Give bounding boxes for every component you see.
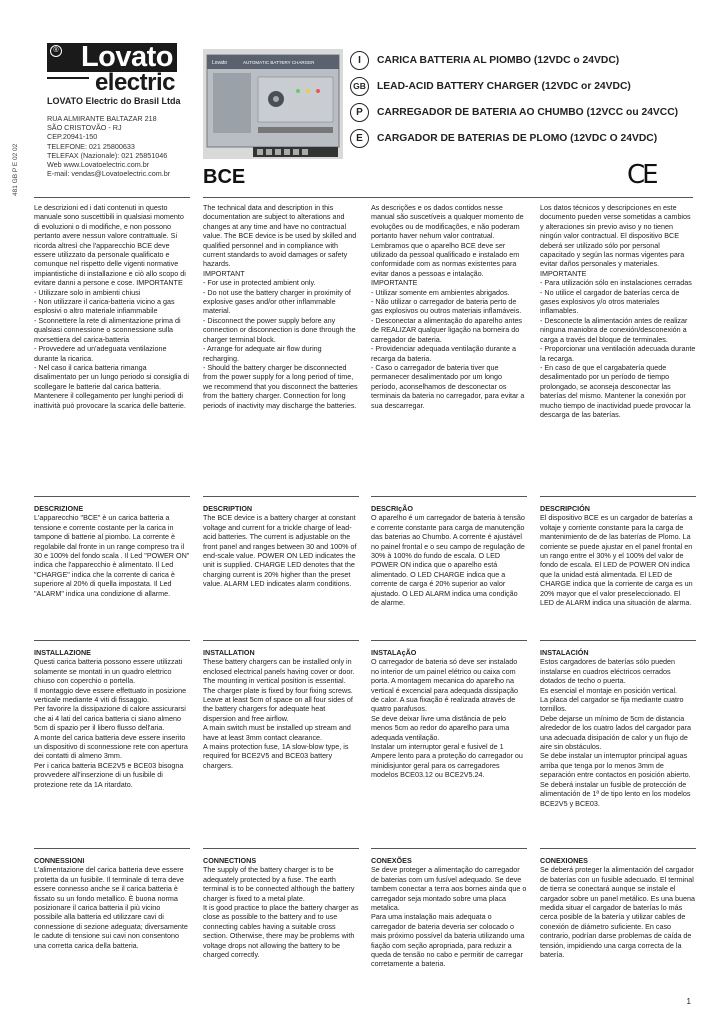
product-code: BCE — [203, 166, 246, 188]
product-photo — [203, 49, 343, 159]
section-title: CONNESSIONI — [34, 856, 85, 865]
intro-text: The technical data and description in this documentation are subject to alterations and changes at any time and have no contractual value. The BCE device is be used by skilled and qualified personnel and in compliance with current standards to avoid damages or safety hazards. IMPORTANT - For use in protected ambient only. - Do not use the battery charger in proximity of explosive gases and/or other inflammable material. - Disconnect the power supply before any connection or disconnection is done through the charger terminal block. - Arrange for adequate air flow during recharging. - Should the battery charger be disconnected from the power supply for a long period of time, we recommend that you disconnect the batteries from the battery charger. Connection for long periods of inactivity may discharge the batteries. — [203, 203, 358, 410]
description-e — [540, 504, 696, 607]
section-title: DESCRIçÃO — [371, 504, 413, 513]
section-body: Se deberá proteger la alimentación del cargador de baterías con un fusible adecuado. El terminal de tierra se conectará aunque se instale el cargador sobre un panel metálico. Es una buena medida situar el cargador de baterías lo más cerca posible de la batería y utilizar cables de conexión de diámetro suficiente. En caso contrario, podrían darse problemas de caída de tensión, impidiendo una carga correcta de la batería. — [540, 865, 696, 960]
section-title: CONNECTIONS — [203, 856, 257, 865]
title-row-it — [350, 47, 680, 73]
logo-wordmark-top: Lovato — [47, 43, 177, 72]
product-titles — [350, 47, 680, 151]
divider — [371, 848, 527, 849]
divider — [540, 640, 696, 641]
title-row-gb — [350, 73, 680, 99]
intro-text: Los datos técnicos y descripciones en este documento pueden verse sometidas a cambios y alteraciones sin previo aviso y no tienen ningún valor contractual. El dispositivo BCE deberá ser utilizado sólo por personal capacitado y según las normas vigentes para evitar daños personales y materiales. IMPORTANTE - Para utilización sólo en instalaciones cerradas - No utilice el cargador de baterías cerca de gases explosivos y/o otros materiales inflamables. - Desconecte la alimentación antes de realizar ninguna maniobra de conexión/desconexión a carga a través del bloque de terminales. - Proporcionar una ventilación adecuada durante la recarga. - En caso de que el cargabatería quede desalimentado por un período de tiempo prolongado, se aconseja desconectar las baterías del mismo. Mantener la conexión por mucho tiempo de inactividad puede provocar la descarga de las baterías. — [540, 203, 696, 419]
section-body: O aparelho é um carregador de bateria à tensão e corrente constante para carga de manutenção das baterias ao Chumbo. A corrente é ajustável no painel frontal e o seu campo de regulação de 30% à 100% do fundo de escala. O LED POWER ON indica que o aparelho está alimentado. O LED CHARGE indica que a corrente de carga é 20% superior ao valor ajustado. O LED ALARM indica uma condição de alarme. — [371, 513, 525, 608]
logo-wordmark-bottom: electric — [94, 69, 175, 96]
section-title: INSTALACIÓN — [540, 648, 589, 657]
section-body: L'apparecchio "BCE" è un carica batteria a tensione e corrente costante per la carica in tampone di batterie al piombo. La corrente è regolabile dal fronte in un range compreso tra il 30 e 100% del fondo scala . Il Led "POWER ON" indica che l'apparecchio è alimentato. Il Led "CHARGE" indica che la corrente di carica è superiore al 20% di quella impostata. Il Led "ALARM" indica una condizione di allarme. — [34, 513, 190, 598]
divider — [371, 640, 527, 641]
address-line: TELEFAX (Nazionale): 021 25851046 — [47, 150, 168, 160]
title-text-p: CARREGADOR DE BATERIA AO CHUMBO (12VCC ou 24VCC) — [377, 106, 679, 118]
divider — [203, 197, 693, 198]
address-line: TELEFONE: 021 25800633 — [47, 141, 135, 151]
description-gb — [203, 504, 359, 589]
company-address — [47, 114, 170, 178]
section-title: INSTALLAZIONE — [34, 648, 91, 657]
company-name: LOVATO Electric do Brasil Ltda — [47, 96, 181, 106]
title-text-e: CARGADOR DE BATERIAS DE PLOMO (12VDC O 24VDC) — [377, 132, 658, 144]
section-body: The supply of the battery charger is to be adequately protected by a fuse. The earth terminal is to be connected although the battery charger is fixed to a metal plate. It is good practice to place the battery charger as close as possible to the battery and to use connecting cables having a suitable cross section. Otherwise, there may be problems with voltage drops not allowing the battery to be charged correctly. — [203, 865, 359, 960]
divider — [540, 848, 696, 849]
svg-text:Lovato: Lovato — [212, 60, 228, 66]
installation-it — [34, 648, 190, 789]
address-line: RUA ALMIRANTE BALTAZAR 218 — [47, 114, 157, 123]
title-row-e — [350, 125, 680, 151]
connections-p — [371, 856, 527, 969]
section-body: The BCE device is a battery charger at constant voltage and current for a trickle charge of lead-acid batteries. The current is adjustable on the front panel and ranges between 30 and 100% of end-scale value. POWER ON LED indicates the unit is supplied. CHARGE LED denotes that the charging current is 20% higher than the preset value. ALARM LED indicates alarm conditions. — [203, 513, 357, 589]
address-line: CEP.20941-150 — [47, 132, 98, 142]
intro-text: As descrições e os dados contidos nesse manual são suscetíveis a qualquer momento de evoluções ou de modificações, e não poderam portanto haver nehum valor contratual. Lembramos que o aparelho BCE deve ser utilizado da pessoal qualificado e instalado em conformidade com as normas existentes para evitar danos a pessoas e intalação. IMPORTANTE - Utilizar somente em ambientes abrigados. - Não utilizar o carregador de bateria perto de gas explosivos ou outros materiais inflamáveis. - Desconectar a alimentação do aparelho antes de REALIZAR qualquer ligação na borneira do carregador de bateria. - Providenciar adequada ventilação durante a recarga da bateria. - Caso o carregador de bateria tiver que permanecer desalimentado por um longo período, aconselhamos de desconectar os terminais da bateria no carregador, para evitar a sua descarregar. — [371, 203, 525, 410]
installation-gb — [203, 648, 359, 770]
title-text-it: CARICA BATTERIA AL PIOMBO (12VDC o 24VDC) — [377, 54, 620, 66]
address-email: E-mail: vendas@Lovatoelectric.com.br — [47, 169, 171, 179]
connections-gb — [203, 856, 359, 959]
connections-e — [540, 856, 696, 959]
title-text-gb: LEAD-ACID BATTERY CHARGER (12VDC or 24VDC) — [377, 80, 631, 92]
language-badge-p: P — [350, 103, 369, 122]
intro-text: Le descrizioni ed i dati contenuti in questo manuale sono suscettibili in qualsiasi momento di evoluzioni o di modifiche, e non possono pertanto avere nessun valore contrattuale. Si ricorda altresì che l'apparecchio BCE deve essere utilizzato da personale qualificato e comunque nel rispetto delle vigenti normative impiantistiche di installazione e ciò allo scopo di evitare danni a persone e cose. IMPORTANTE - Utilizzare solo in ambienti chiusi - Non utilizzare il carica-batteria vicino a gas esplosivi o altro materiale infiammabile - Sconnettere la rete di alimentazione prima di qualsiasi connessione o sconnessione sulla morsettiera del carica-batteria - Provvedere ad un'adeguata ventilazione durante la ricarica. - Nel caso il carica batteria rimanga disalimentato per un lungo periodo si consiglia di scollegare le batterie dal carica batteria. Mantenere il collegamento per lunghi periodi di inattività può provocare la scarica delle batterie. — [34, 203, 190, 410]
language-badge-gb: GB — [350, 77, 369, 96]
section-body: L'alimentazione del carica batteria deve essere protetta da un fusibile. Il terminale di terra deve essere connesso anche se il carica batteria è fissato su un fondo metallico. È buona norma posizionare il carica batteria il più vicino possibile alla batteria ed utilizzare cavi di connessione di sezione adeguata; diversamente le cadute di tensione sui cavi non consentono una corretta carica della batteria. — [34, 865, 188, 950]
section-title: CONEXIONES — [540, 856, 588, 865]
title-row-p — [350, 99, 680, 125]
ce-mark: CE — [627, 160, 656, 190]
section-body: Estos cargadores de baterías sólo pueden instalarse en cuadros eléctricos cerrados dotados de techo o puerta. Es esencial el montaje en posición vertical. La placa del cargador se fija mediante cuatro tornillos. Debe dejarse un mínimo de 5cm de distancia alrededor de los cuatro lados del cargador para una adecuada disipación de calor y un flujo de aire sin obstáculos. Se debe instalar un interruptor principal aguas arriba que tenga por lo menos 3mm de separación entre contactos en posición abierto. Se deberá instalar un fusible de protección de alimentación de 1ª de tipo lento en los modelos BCE2V5 y BCE03. — [540, 657, 692, 808]
section-title: INSTALAçÃO — [371, 648, 417, 657]
section-body: These battery chargers can be installed only in enclosed electrical panels having cover or door. The mounting in vertical position is essential. The charger plate is fixed by four fixing screws. Leave at least 5cm of space on all four sides of the battery chargers for adequate heat dispersion and free airflow. A main switch must be installed up stream and have at least 3mm contact clearance. A mains protection fuse, 1A slow-blow type, is required for BCE2V5 and BCE03 battery chargers. — [203, 657, 355, 770]
section-title: INSTALLATION — [203, 648, 255, 657]
description-p — [371, 504, 527, 607]
section-body: O carregador de bateria só deve ser instalado no interior de um painel elétrico ou caixa com porta. A montagem mecanica do aparelho na vertical é excencial para adequada dissipação de calor. A sua fixação é realizada através de quatro parafusos. Se deve deixar livre uma distância de pelo menos 5cm ao redor do aparelho para uma adequada ventilação. Instalar um interruptor geral e fusivel de 1 Ampere lento para a proteção do carregador ou minidisjuntor geral para os carregadores modelos BCE03.12 ou BCE2V5.24. — [371, 657, 523, 780]
divider — [203, 848, 359, 849]
connections-it — [34, 856, 190, 950]
divider — [203, 640, 359, 641]
divider — [34, 848, 190, 849]
language-badge-it: I — [350, 51, 369, 70]
section-title: DESCRIPTION — [203, 504, 253, 513]
document-code: 481 GB P E 02 02 — [12, 143, 19, 196]
divider — [34, 197, 190, 198]
divider — [540, 496, 696, 497]
language-badge-e: E — [350, 129, 369, 148]
installation-p — [371, 648, 527, 780]
photo-label: AUTOMATIC BATTERY CHARGER — [243, 60, 315, 65]
divider — [34, 640, 190, 641]
section-title: DESCRIZIONE — [34, 504, 84, 513]
section-title: DESCRIPCIÓN — [540, 504, 590, 513]
intro-e — [540, 203, 696, 419]
section-body: Questi carica batteria possono essere utilizzati solamente se montati in un quadro elettrico chiuso con coperchio o portella. Il montaggio deve essere effettuato in posizione verticale mediante 4 viti di fissaggio. Per favorire la dissipazione di calore assicurarsi che ai 4 lati del carica batteria ci siano almeno 5cm di spazio per il libero flusso dell'aria. A monte del carica batteria deve essere inserito un dispositivo di sconnessione rete con apertura dei contatti di almeno 3mm. Per i carica batteria BCE2V5 e BCE03 bisogna provvedere all'inserzione di un fusibile di protezione rete da 1A ritardato. — [34, 657, 188, 789]
divider — [203, 496, 359, 497]
description-it — [34, 504, 190, 598]
registered-mark: ® — [50, 45, 62, 57]
intro-p — [371, 203, 527, 410]
page-number: 1 — [686, 997, 691, 1006]
installation-e — [540, 648, 696, 808]
divider — [371, 496, 527, 497]
intro-gb — [203, 203, 359, 410]
divider — [34, 496, 190, 497]
address-line: SÃO CRISTOVÃO - RJ — [47, 123, 122, 133]
section-body: El dispositivo BCE es un cargador de baterías a voltaje y corriente constante para la carga de mantenimiento de de las baterías de Plomo. La corriente se puede ajustar en el panel frontal en un rango entre el 30% y el 100% del valor de fondo de escala. El LED de POWER ON indica que la unidad está alimentada. El LED de CHARGE indica que la corriente de carga es un 20% mayor que el valor preseleccionado. El LED de ALARM indica una situación de alarma. — [540, 513, 693, 608]
intro-it — [34, 203, 190, 410]
address-web: Web www.Lovatoelectric.com.br — [47, 160, 150, 170]
logo-rule — [47, 77, 89, 79]
section-body: Se deve proteger a alimentação do carregador de baterias com um fusível adequado. Se deve tambem conectar a terra aos bornes ainda que o carregador seja montado sobre uma placa metalica. Para uma instalação mais adequata o carregador de bateria deveria ser colocado o mais próximo possível da bateria utilizando uma fiação com seção apropriada, para reduzir a queda de tensão no cabo e permitir de carregar corretamente a bateria. — [371, 865, 527, 969]
lovato-logo — [47, 41, 177, 96]
section-title: CONEXÕES — [371, 856, 412, 865]
